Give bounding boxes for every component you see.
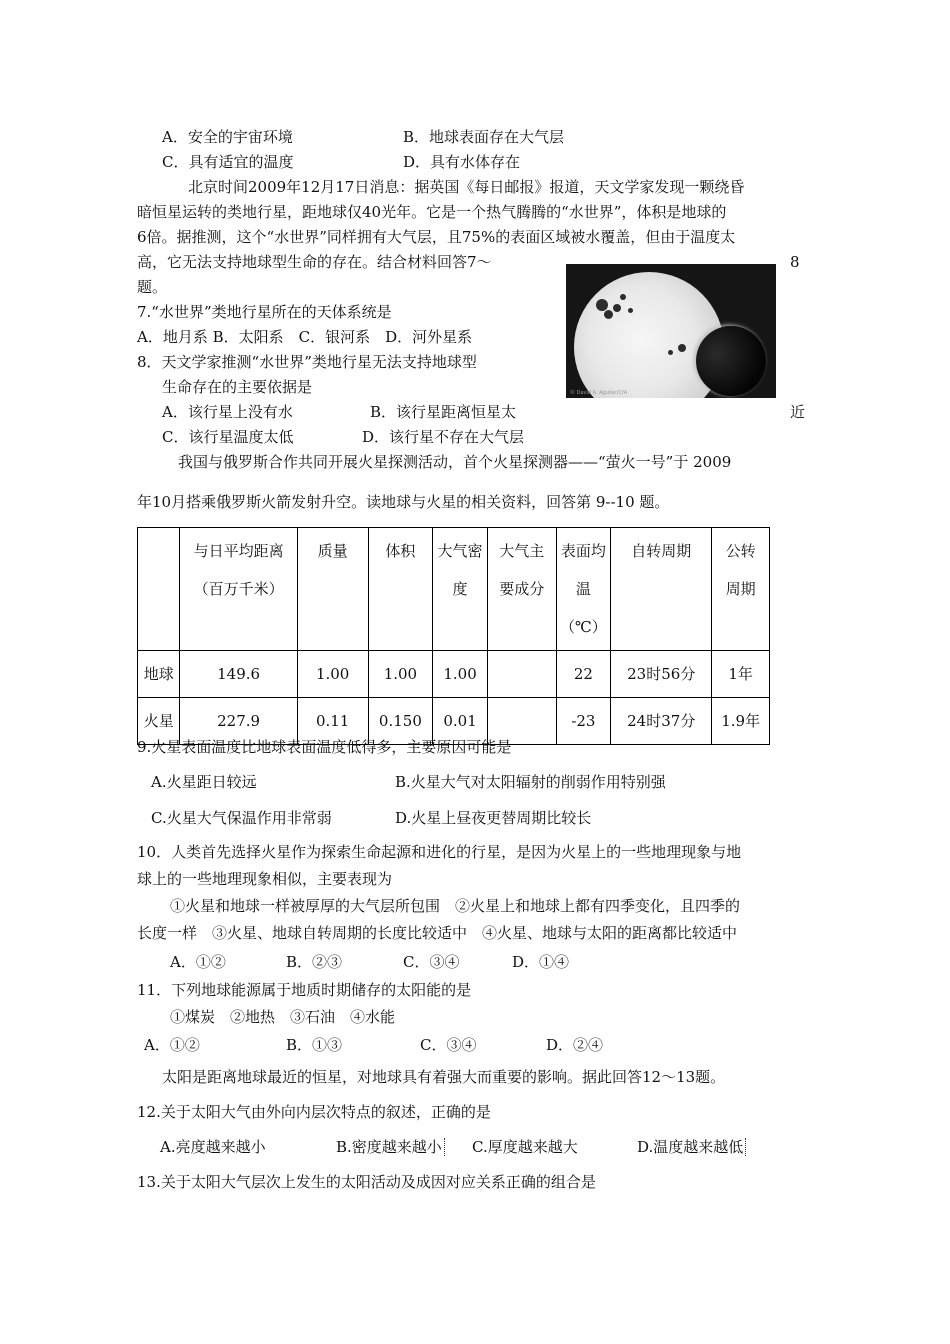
table-header-cell: 表面均 温 （℃） xyxy=(556,528,611,651)
q8-option-b: B．该行星距离恒星太 xyxy=(370,403,517,421)
q10-option-a: A．①② xyxy=(170,953,226,971)
table-cell: 1.00 xyxy=(297,651,368,698)
table-header-cell: 大气主 要成分 xyxy=(487,528,556,651)
q12-stem: 12.关于太阳大气由外向内层次特点的叙述，正确的是 xyxy=(137,1103,491,1121)
exoplanet-disc xyxy=(696,326,766,396)
q6-option-c: C．具有适宜的温度 xyxy=(162,153,294,171)
table-header-cell: 大气密 度 xyxy=(433,528,488,651)
q11-option-a: A．①② xyxy=(144,1036,200,1054)
sunspot xyxy=(596,299,608,311)
q12-option-a: A.亮度越来越小 xyxy=(160,1138,266,1156)
table-cell: 1.00 xyxy=(368,651,433,698)
passage2-line2: 年10月搭乘俄罗斯火箭发射升空。读地球与火星的相关资料，回答第 9--10 题。 xyxy=(137,493,670,511)
q11-stem: 11．下列地球能源属于地质时期储存的太阳能的是 xyxy=(137,981,472,999)
table-header-cell: 公转 周期 xyxy=(712,528,770,651)
q12-option-d: D.温度越来越低 xyxy=(637,1137,746,1157)
q10-item-line1: ①火星和地球一样被厚厚的大气层所包围 ②火星上和地球上都有四季变化，且四季的 xyxy=(170,897,741,915)
exoplanet-star-image xyxy=(566,264,776,398)
sunspot xyxy=(628,308,633,313)
sunspot xyxy=(620,294,626,300)
table-header-cell: 质量 xyxy=(297,528,368,651)
q11-option-b: B．①③ xyxy=(286,1036,343,1054)
q12-option-c: C.厚度越来越大 xyxy=(472,1138,578,1156)
q9-option-b: B.火星大气对太阳辐射的削弱作用特别强 xyxy=(395,773,666,791)
table-header-cell xyxy=(138,528,180,651)
table-cell: 24时37分 xyxy=(611,698,712,745)
sunspot xyxy=(668,350,673,355)
q8-option-d: D．该行星不存在大气层 xyxy=(362,428,525,446)
sunspot xyxy=(678,344,686,352)
passage3: 太阳是距离地球最近的恒星，对地球具有着强大而重要的影响。据此回答12～13题。 xyxy=(162,1068,726,1086)
q8-option-b-tail: 近 xyxy=(790,403,806,421)
passage1-line4: 高，它无法支持地球型生命的存在。结合材料回答7～ xyxy=(137,253,492,271)
q9-option-d: D.火星上昼夜更替周期比较长 xyxy=(395,809,592,827)
table-row xyxy=(138,651,770,698)
q8-stem-line1: 8．天文学家推测“水世界”类地行星无法支持地球型 xyxy=(137,353,477,371)
table-cell: 0.11 xyxy=(297,698,368,745)
table-cell: 地球 xyxy=(138,651,180,698)
earth-mars-table xyxy=(137,527,770,745)
q11-option-d: D．②④ xyxy=(546,1036,604,1054)
q11-items: ①煤炭 ②地热 ③石油 ④水能 xyxy=(170,1008,396,1026)
table-cell: 23时56分 xyxy=(611,651,712,698)
q9-option-a: A.火星距日较远 xyxy=(151,773,257,791)
table-cell: 0.01 xyxy=(433,698,488,745)
q10-option-d: D．①④ xyxy=(512,953,570,971)
q12-option-b: B.密度越来越小 xyxy=(336,1137,445,1157)
passage1-line1: 北京时间2009年12月17日消息：据英国《每日邮报》报道，天文学家发现一颗绕昏 xyxy=(188,178,745,196)
table-cell: -23 xyxy=(556,698,611,745)
table-cell xyxy=(487,651,556,698)
table-cell: 22 xyxy=(556,651,611,698)
q6-option-d: D．具有水体存在 xyxy=(403,153,521,171)
q10-option-c: C．③④ xyxy=(403,953,460,971)
q8-option-a: A．该行星上没有水 xyxy=(162,403,293,421)
image-credit: © David A. Aguilar/CfA xyxy=(570,390,628,396)
table-header-cell: 体积 xyxy=(368,528,433,651)
table-cell: 火星 xyxy=(138,698,180,745)
table-header-cell: 与日平均距离 （百万千米） xyxy=(180,528,297,651)
q7-options: A．地月系 B．太阳系 C．银河系 D．河外星系 xyxy=(137,328,473,346)
table-header-cell: 自转周期 xyxy=(611,528,712,651)
sunspot xyxy=(613,304,621,312)
passage1-line5: 题。 xyxy=(137,278,168,296)
q13-stem: 13.关于太阳大气层次上发生的太阳活动及成因对应关系正确的组合是 xyxy=(137,1173,596,1191)
passage2-line1: 我国与俄罗斯合作共同开展火星探测活动，首个火星探测器——“萤火一号”于 2009 xyxy=(178,453,732,471)
table-cell: 1.9年 xyxy=(712,698,770,745)
q9-stem: 9.火星表面温度比地球表面温度低得多，主要原因可能是 xyxy=(137,738,512,756)
q10-item-line2: 长度一样 ③火星、地球自转周期的长度比较适中 ④火星、地球与太阳的距离都比较适中 xyxy=(137,924,738,942)
q10-stem-line1: 10．人类首先选择火星作为探索生命起源和进化的行星，是因为火星上的一些地理现象与地 xyxy=(137,843,742,861)
table-cell: 0.150 xyxy=(368,698,433,745)
passage1-line3: 6倍。据推测，这个“水世界”同样拥有大气层，且75%的表面区域被水覆盖，但由于温度太 xyxy=(137,228,736,246)
q7-stem: 7.“水世界”类地行星所在的天体系统是 xyxy=(137,303,392,321)
table-cell: 1.00 xyxy=(433,651,488,698)
passage1-line4-tail: 8 xyxy=(790,253,800,271)
q6-option-b: B．地球表面存在大气层 xyxy=(403,128,565,146)
table-cell: 149.6 xyxy=(180,651,297,698)
q10-option-b: B．②③ xyxy=(286,953,343,971)
q8-option-c: C．该行星温度太低 xyxy=(162,428,294,446)
table-cell: 227.9 xyxy=(180,698,297,745)
q10-stem-line2: 球上的一些地理现象相似，主要表现为 xyxy=(137,870,393,888)
q11-option-c: C．③④ xyxy=(420,1036,477,1054)
q6-option-a: A．安全的宇宙环境 xyxy=(162,128,293,146)
table-header-row xyxy=(138,528,770,651)
q8-stem-line2: 生命存在的主要依据是 xyxy=(162,378,313,396)
sunspot xyxy=(604,310,613,319)
passage1-line2: 暗恒星运转的类地行星，距地球仅40光年。它是一个热气腾腾的“水世界”，体积是地球的 xyxy=(137,203,727,221)
table-cell: 1年 xyxy=(712,651,770,698)
q9-option-c: C.火星大气保温作用非常弱 xyxy=(151,809,332,827)
